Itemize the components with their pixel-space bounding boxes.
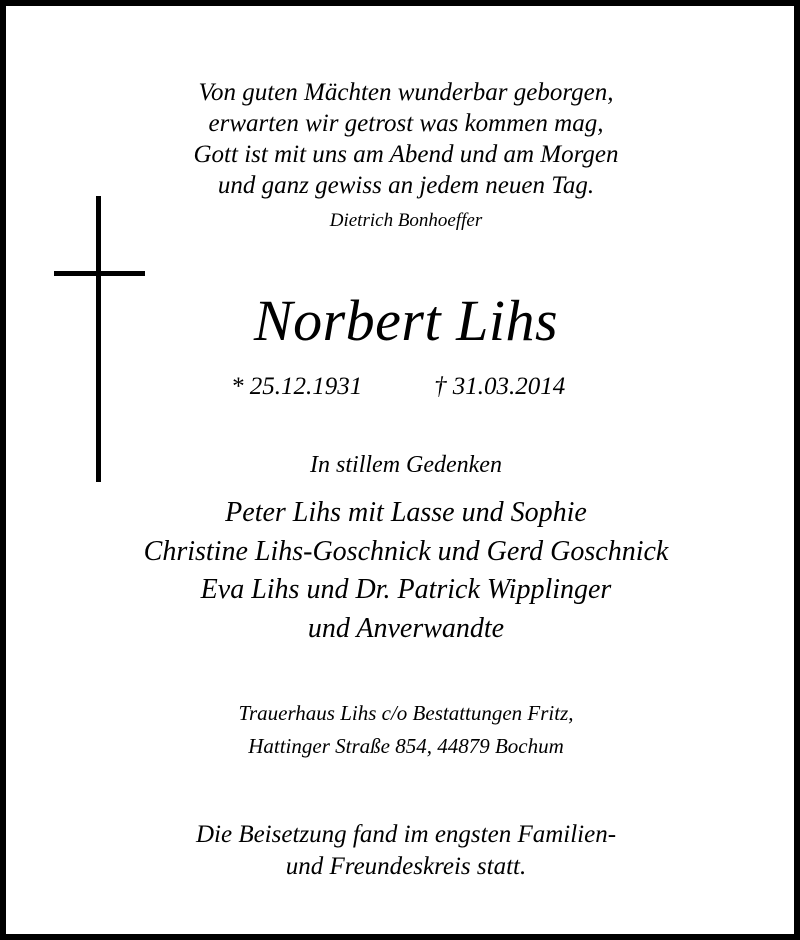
address-line-1: Trauerhaus Lihs c/o Bestattungen Fritz, <box>238 701 574 725</box>
address-line-2: Hattinger Straße 854, 44879 Bochum <box>248 734 564 758</box>
poem-line-2: erwarten wir getrost was kommen mag, <box>208 110 604 137</box>
birth-date: * 25.12.1931 <box>231 373 363 400</box>
death-date: † 31.03.2014 <box>434 373 566 400</box>
remembrance-heading: In stillem Gedenken <box>310 452 502 478</box>
mourner-line-2: Christine Lihs-Goschnick und Gerd Goschnick <box>143 536 669 567</box>
mourner-line-4: und Anverwandte <box>307 613 505 644</box>
burial-note-line-2: und Freundeskreis statt. <box>285 853 527 880</box>
deceased-name: Norbert Lihs <box>253 288 559 353</box>
mourner-line-1: Peter Lihs mit Lasse und Sophie <box>225 497 587 528</box>
burial-note-line-1: Die Beisetzung fand im engsten Familien- <box>195 821 617 848</box>
poem-line-3: Gott ist mit uns am Abend und am Morgen <box>193 141 619 168</box>
cross-horizontal-beam <box>54 271 145 276</box>
poem-line-4: und ganz gewiss an jedem neuen Tag. <box>217 172 595 199</box>
poem-author: Dietrich Bonhoeffer <box>329 210 483 231</box>
mourner-line-3: Eva Lihs und Dr. Patrick Wipplinger <box>200 574 612 605</box>
poem-line-1: Von guten Mächten wunderbar geborgen, <box>198 79 614 106</box>
